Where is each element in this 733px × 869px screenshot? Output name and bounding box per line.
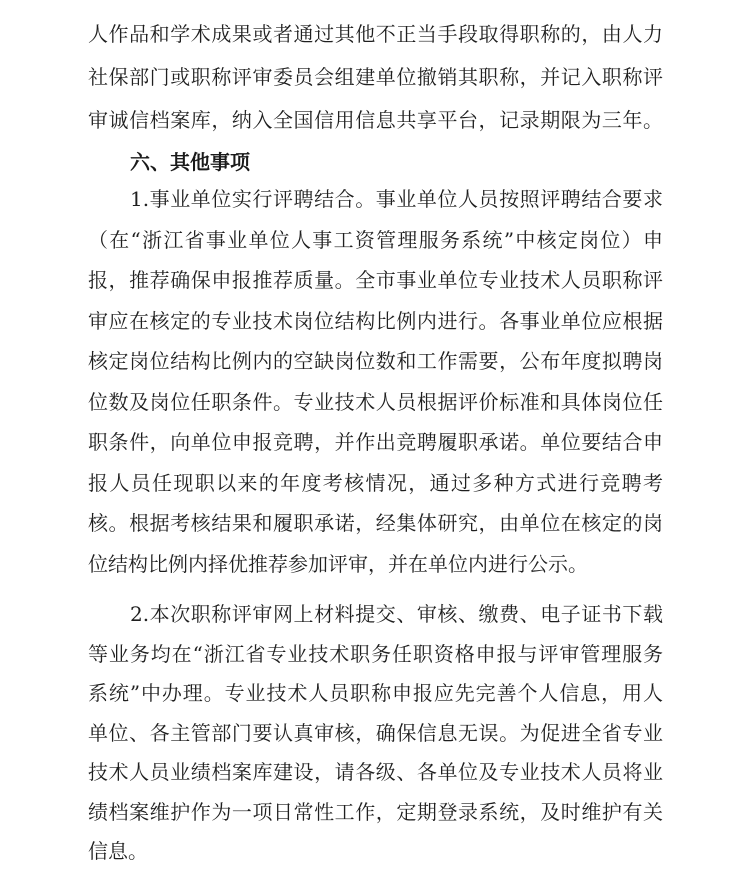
paragraph-line: 技术人员业绩档案库建设，请各级、各单位及专业技术人员将业 — [88, 760, 663, 784]
paragraph-line: 位数及岗位任职条件。专业技术人员根据评价标准和具体岗位任 — [88, 390, 663, 414]
section-heading: 六、其他事项 — [130, 150, 250, 174]
paragraph-line: 单位、各主管部门要认真审核，确保信息无误。为促进全省专业 — [88, 721, 663, 745]
paragraph-line: 报人员任现职以来的年度考核情况，通过多种方式进行竞聘考 — [88, 471, 663, 495]
paragraph-line: 核定岗位结构比例内的空缺岗位数和工作需要，公布年度拟聘岗 — [88, 349, 663, 373]
paragraph-line: 系统”中办理。专业技术人员职称申报应先完善个人信息，用人 — [88, 681, 663, 705]
paragraph-line-overflow: 信息。 — [88, 839, 148, 863]
paragraph-line: 职条件，向单位申报竞聘，并作出竞聘履职承诺。单位要结合申 — [88, 430, 663, 454]
paragraph-line: 核。根据考核结果和履职承诺，经集体研究，由单位在核定的岗 — [88, 511, 663, 535]
paragraph-line: 位结构比例内择优推荐参加评审，并在单位内进行公示。 — [88, 552, 588, 576]
paragraph-line: 人作品和学术成果或者通过其他不正当手段取得职称的，由人力 — [88, 22, 663, 46]
paragraph-line: 审应在核定的专业技术岗位结构比例内进行。各事业单位应根据 — [88, 309, 663, 333]
paragraph-line: 1.事业单位实行评聘结合。事业单位人员按照评聘结合要求 — [130, 187, 663, 211]
paragraph-line: 报，推荐确保申报推荐质量。全市事业单位专业技术人员职称评 — [88, 268, 663, 292]
paragraph-line: 等业务均在“浙江省专业技术职务任职资格申报与评审管理服务 — [88, 642, 663, 666]
paragraph-line: 社保部门或职称评审委员会组建单位撤销其职称，并记入职称评 — [88, 65, 663, 89]
paragraph-line: 2.本次职称评审网上材料提交、审核、缴费、电子证书下载 — [130, 602, 663, 626]
paragraph-line: （在“浙江省事业单位人事工资管理服务系统”中核定岗位）申 — [88, 228, 663, 252]
paragraph-line: 审诚信档案库，纳入全国信用信息共享平台，记录期限为三年。 — [88, 108, 663, 132]
paragraph-line: 绩档案维护作为一项日常性工作，定期登录系统，及时维护有关 — [88, 800, 663, 824]
